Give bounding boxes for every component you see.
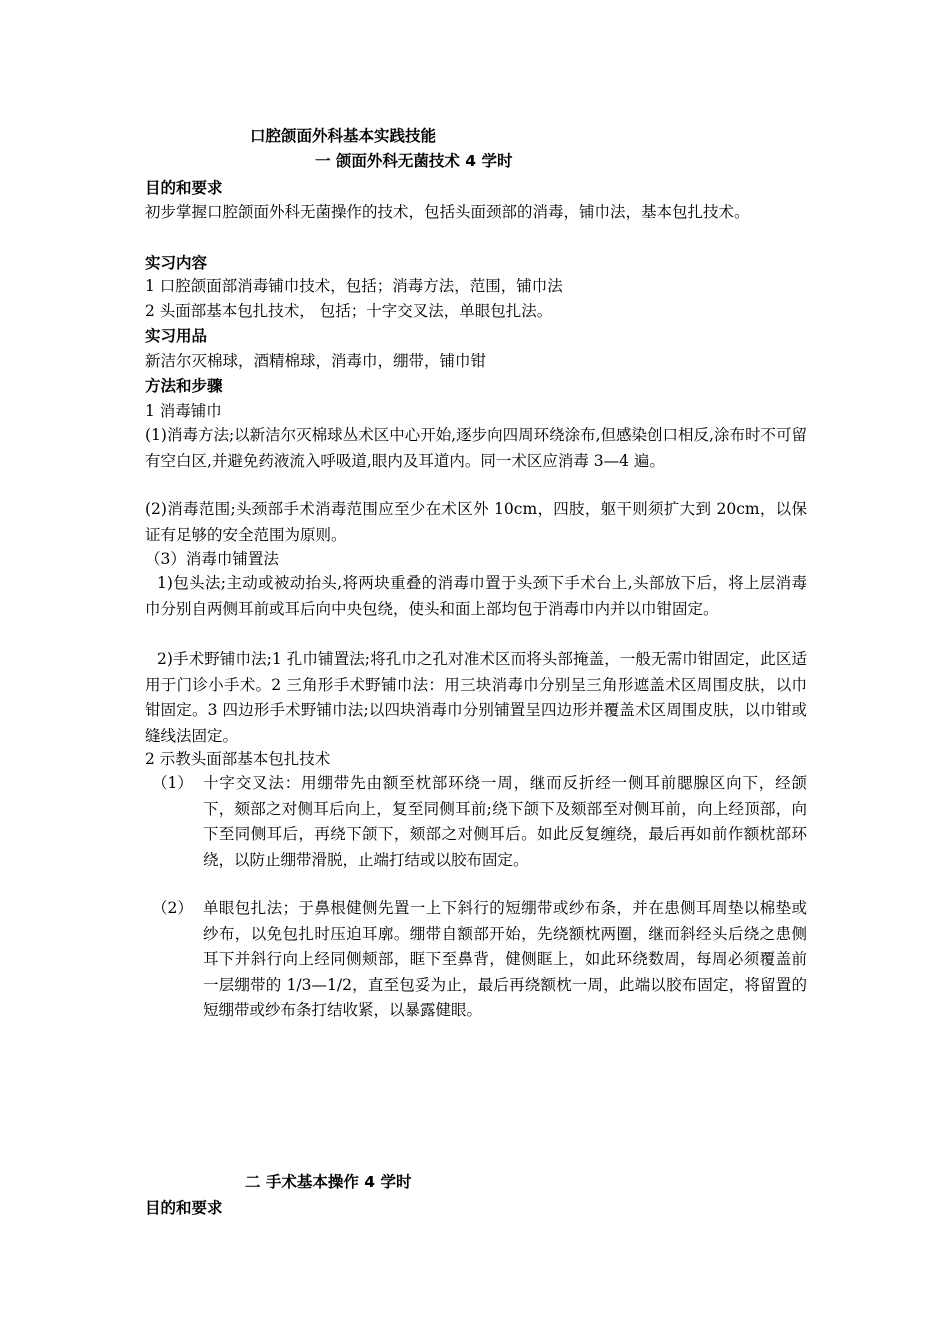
content-item-1: 1 口腔颌面部消毒铺巾技术，包括；消毒方法，范围，铺巾法 — [145, 277, 563, 295]
bandage-2-text: 单眼包扎法；于鼻根健侧先置一上下斜行的短绷带或纱布条，并在患侧耳周垫以棉垫或纱布，以免包扎时压迫耳廓。绷带自额部开始，先绕额枕两圈，继而斜经头后绕之患侧耳下并斜行向上经同侧颊部，眶下至鼻背，健侧眶上，如此环绕数周，每周必须覆盖前一层绷带的 1/3—1/2，直至包妥为止，最后再绕额枕一周，此端以胶布固定，将留置的短绷带或纱布条打结收紧，以暴露健眼。 — [203, 899, 807, 1019]
purpose-text: 初步掌握口腔颌面外科无菌操作的技术，包括头面颈部的消毒，铺巾法，基本包扎技术。 — [145, 203, 750, 221]
method-1-3-1: 1)包头法;主动或被动抬头,将两块重叠的消毒巾置于头颈下手术台上,头部放下后，将上层消毒巾分别自两侧耳前或耳后向中央包绕，使头和面上部均包于消毒巾内并以巾钳固定。 — [145, 574, 807, 618]
heading-method: 方法和步骤 — [145, 377, 223, 395]
bandage-2-number: （2） — [152, 899, 193, 917]
method-1-2: (2)消毒范围;头颈部手术消毒范围应至少在术区外 10cm，四肢，躯干则须扩大到 20cm，以保证有足够的安全范围为原则。 — [145, 500, 807, 544]
bandage-1-number: （1） — [152, 774, 193, 792]
supplies-text: 新洁尔灭棉球，酒精棉球，消毒巾，绷带，铺巾钳 — [145, 352, 487, 370]
content-item-2: 2 头面部基本包扎技术， 包括；十字交叉法，单眼包扎法。 — [145, 302, 553, 320]
heading-purpose-2: 目的和要求 — [145, 1199, 223, 1217]
method-1-1: (1)消毒方法;以新洁尔灭棉球丛术区中心开始,逐步向四周环绕涂布,但感染创口相反,涂布时不可留有空白区,并避免药液流入呼吸道,眼内及耳道内。同一术区应消毒 3—4 遍。 — [145, 426, 807, 470]
section-2-title: 二 手术基本操作 4 学时 — [245, 1173, 412, 1191]
heading-purpose: 目的和要求 — [145, 179, 223, 197]
heading-content: 实习内容 — [145, 254, 208, 272]
section-1-title: 一 颌面外科无菌技术 4 学时 — [315, 152, 513, 170]
method-1-3: （3）消毒巾铺置法 — [145, 550, 279, 568]
bandage-1-text: 十字交叉法：用绷带先由额至枕部环绕一周，继而反折经一侧耳前腮腺区向下，经颌下，颏部之对侧耳后向上，复至同侧耳前;绕下颌下及颏部至对侧耳前，向上经顶部，向下至同侧耳后，再绕下颌下，颏部之对侧耳后。如此反复缠绕，最后再如前作额枕部环绕，以防止绷带滑脱，止端打结或以胶布固定。 — [203, 774, 807, 869]
method-1: 1 消毒铺巾 — [145, 402, 222, 420]
method-2: 2 示教头面部基本包扎技术 — [145, 750, 331, 768]
document-title: 口腔颌面外科基本实践技能 — [250, 127, 437, 145]
method-1-3-2: 2)手术野铺巾法;1 孔巾铺置法;将孔巾之孔对准术区而将头部掩盖，一般无需巾钳固定，此区适用于门诊小手术。2 三角形手术野铺巾法：用三块消毒巾分别呈三角形遮盖术区周围皮肤，以巾钳固定。3 四边形手术野铺巾法;以四块消毒巾分别铺置呈四边形并覆盖术区周围皮肤，以巾钳或缝线法固定。 — [145, 650, 807, 745]
heading-supplies: 实习用品 — [145, 327, 208, 345]
